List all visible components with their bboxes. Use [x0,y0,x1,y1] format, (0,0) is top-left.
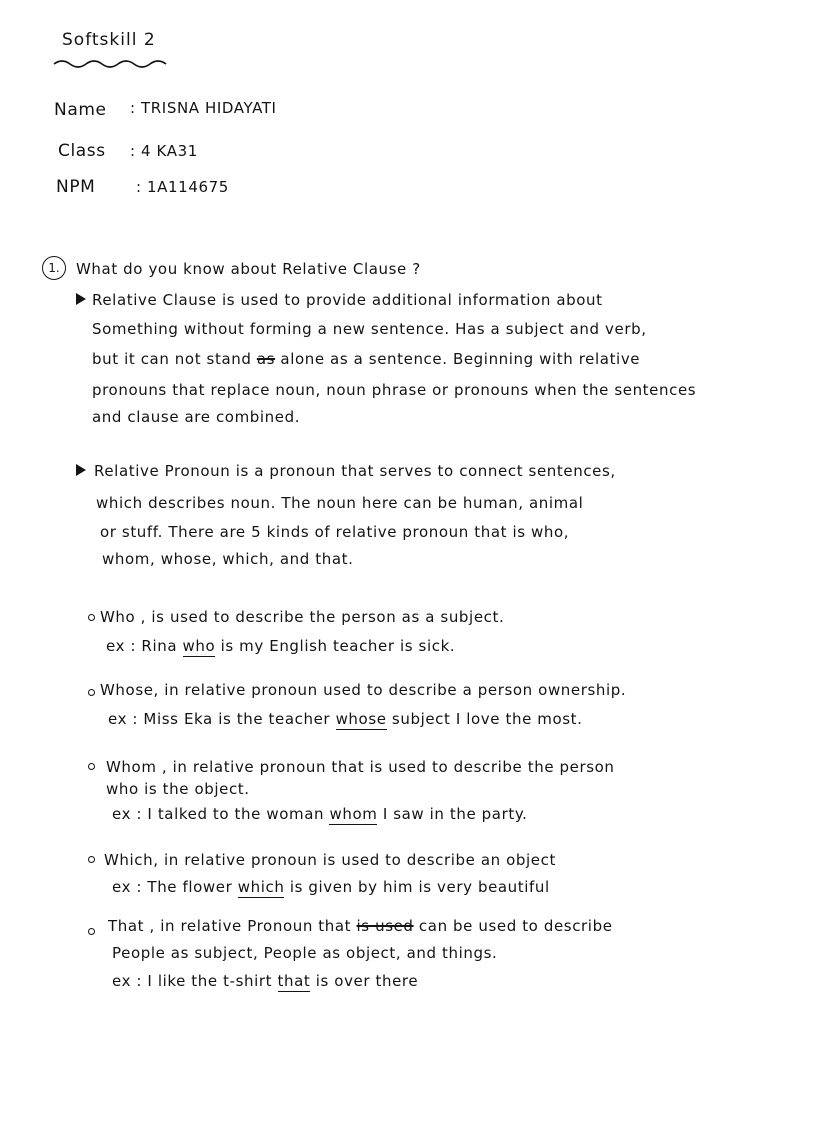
item-example [106,636,455,656]
crossed-out-word: as [256,350,276,368]
item-description: Which, in relative pronoun is used to describe an object [104,851,556,869]
item-description: Whose, in relative pronoun used to describe a person ownership. [100,681,627,699]
class-value: : 4 KA31 [130,142,198,160]
example-pre: ex : I talked to the woman [112,805,330,823]
circle-bullet-icon [88,856,95,863]
para1-line3-post: alone as a sentence. Beginning with relative [275,350,641,368]
example-pre: ex : Miss Eka is the teacher [108,710,336,728]
circle-bullet-icon [88,763,95,770]
item-description [108,916,613,936]
item-description: Who , is used to describe the person as a subject. [100,608,505,626]
underlined-word: that [277,972,311,990]
underlined-word: which [237,878,285,896]
underlined-word: who [182,637,216,655]
para1-line: and clause are combined. [92,408,301,426]
circle-bullet-icon [88,614,95,621]
item-example [112,877,550,897]
underlined-word: whose [335,710,387,728]
item-description: Whom , in relative pronoun that is used to describe the person [106,758,615,776]
example-post: I saw in the party. [377,805,528,823]
para1-line: pronouns that replace noun, noun phrase or pronouns when the sentences [92,381,697,399]
para2-line: Relative Pronoun is a pronoun that serves to connect sentences, [94,462,616,480]
item-example [108,709,583,729]
page-title: Softskill 2 [62,30,156,50]
circle-bullet-icon [88,928,95,935]
para2-line: which describes noun. The noun here can be human, animal [96,494,584,512]
item-example [112,804,528,824]
circle-bullet-icon [88,689,95,696]
triangle-bullet-icon [76,293,86,305]
item-description-cont: who is the object. [106,780,250,798]
crossed-out-word: is used [356,917,414,935]
item-description-cont: People as subject, People as object, and things. [112,944,498,962]
example-post: is over there [310,972,419,990]
para1-line [92,349,640,369]
underlined-word: whom [329,805,378,823]
question-number: 1. [42,256,66,280]
triangle-bullet-icon [76,464,86,476]
para2-line: or stuff. There are 5 kinds of relative pronoun that is who, [100,523,570,541]
para1-line3-pre: but it can not stand [92,350,257,368]
npm-label: NPM [56,177,96,197]
description-pre: That , in relative Pronoun that [108,917,357,935]
para2-line: whom, whose, which, and that. [102,550,354,568]
example-pre: ex : Rina [106,637,183,655]
title-underline-squiggle [52,56,167,70]
example-post: is my English teacher is sick. [215,637,456,655]
question-text: What do you know about Relative Clause ? [76,260,421,278]
name-value: : TRISNA HIDAYATI [130,99,277,117]
npm-value: : 1A114675 [136,178,229,196]
example-pre: ex : I like the t-shirt [112,972,278,990]
class-label: Class [58,141,106,161]
para1-line: Something without forming a new sentence. Has a subject and verb, [92,320,647,338]
item-example [112,971,418,991]
name-label: Name [54,100,107,120]
example-pre: ex : The flower [112,878,238,896]
example-post: is given by him is very beautiful [284,878,550,896]
description-post: can be used to describe [413,917,613,935]
example-post: subject I love the most. [386,710,583,728]
para1-line: Relative Clause is used to provide additional information about [92,291,603,309]
